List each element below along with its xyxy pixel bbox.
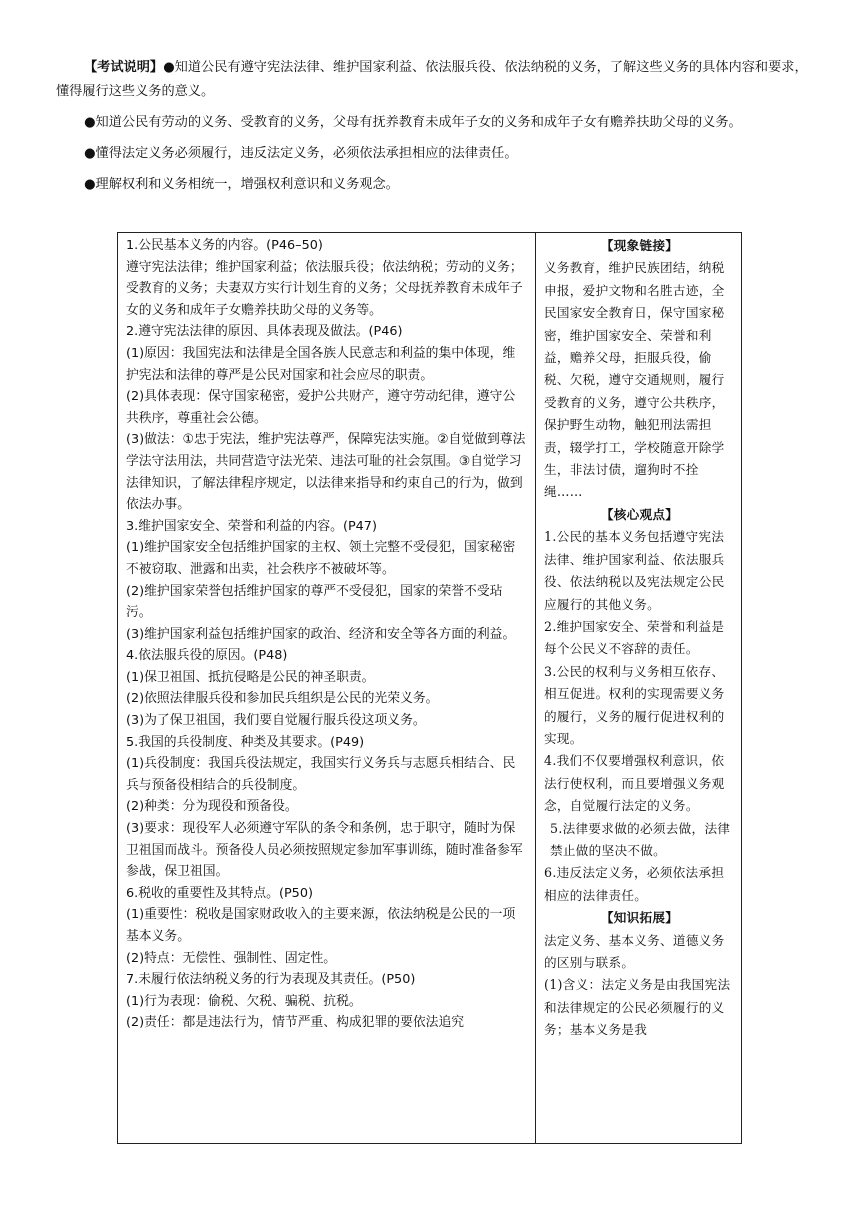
knowledge-points-column — [118, 233, 536, 1143]
knowledge-heading: 3.维护国家安全、荣誉和利益的内容。(P47) — [126, 518, 377, 534]
intro-paragraph-4: ●理解权利和义务相统一，增强权利意识和义务观念。 — [84, 177, 399, 192]
knowledge-paragraph: (3)要求：现役军人必须遵守军队的条令和条例，忠于职守，随时为保卫祖国而战斗。预备役人员必须按照规定参加军事训练，随时准备参军参战，保卫祖国。 — [126, 821, 523, 880]
note-section-title: 【现象链接】 — [600, 238, 679, 253]
knowledge-paragraph: (2)特点：无偿性、强制性、固定性。 — [126, 950, 337, 966]
knowledge-paragraph: (3)做法：①忠于宪法，维护宪法尊严，保障宪法实施。②自觉做到尊法学法守法用法，共同营造守法光荣、违法可耻的社会氛围。③自觉学习法律知识，了解法律程序规定，以法律来指导和约束自己的行为，做到依法办事。 — [126, 432, 526, 513]
note-paragraph: 2.维护国家安全、荣誉和利益是每个公民义不容辞的责任。 — [544, 618, 725, 657]
exam-description — [56, 56, 810, 204]
note-section-title: 【核心观点】 — [600, 506, 679, 522]
knowledge-paragraph: (1)保卫祖国、抵抗侵略是公民的神圣职责。 — [126, 669, 375, 685]
knowledge-heading: 5.我国的兵役制度、种类及其要求。(P49) — [126, 734, 365, 750]
intro-paragraph-3: ●懂得法定义务必须履行，违反法定义务，必须依法承担相应的法律责任。 — [84, 146, 518, 161]
note-paragraph: 3.公民的权利与义务相互依存、相互促进。权利的实现需要义务的履行，义务的履行促进权利的实现。 — [544, 663, 725, 746]
intro-paragraph-1 — [56, 56, 810, 104]
knowledge-paragraph: 遵守宪法法律；维护国家利益；依法服兵役；依法纳税；劳动的义务；受教育的义务；夫妻双方实行计划生育的义务；父母抚养教育未成年子女的义务和成年子女赡养扶助父母的义务等。 — [126, 259, 523, 318]
knowledge-table — [117, 232, 742, 1144]
knowledge-paragraph: (2)维护国家荣誉包括维护国家的尊严不受侵犯，国家的荣誉不受玷污。 — [126, 583, 503, 621]
knowledge-paragraph: (1)行为表现：偷税、欠税、骗税、抗税。 — [126, 993, 362, 1009]
note-paragraph: (1)含义：法定义务是由我国宪法和法律规定的公民必须履行的义务；基本义务是我 — [544, 977, 731, 1038]
knowledge-paragraph: (3)维护国家利益包括维护国家的政治、经济和安全等各方面的利益。 — [126, 626, 516, 642]
knowledge-paragraph: (1)重要性：税收是国家财政收入的主要来源，依法纳税是公民的一项基本义务。 — [126, 907, 516, 944]
note-paragraph: 1.公民的基本义务包括遵守宪法法律、维护国家利益、依法服兵役、依法纳税以及宪法规定公民应履行的其他义务。 — [544, 529, 725, 612]
knowledge-paragraph: (1)兵役制度：我国兵役法规定，我国实行义务兵与志愿兵相结合、民兵与预备役相结合的兵役制度。 — [126, 756, 516, 793]
knowledge-paragraph: (2)依照法律服兵役和参加民兵组织是公民的光荣义务。 — [126, 691, 439, 707]
note-section-title: 【知识拓展】 — [600, 910, 679, 926]
note-paragraph: 法定义务、基本义务、道德义务的区别与联系。 — [544, 932, 725, 970]
knowledge-paragraph: (1)维护国家安全包括维护国家的主权、领土完整不受侵犯，国家秘密不被窃取、泄露和出卖，社会秩序不被破坏等。 — [126, 540, 516, 577]
knowledge-paragraph: (1)原因：我国宪法和法律是全国各族人民意志和利益的集中体现，维护宪法和法律的尊严是公民对国家和社会应尽的职责。 — [126, 345, 516, 383]
knowledge-paragraph: (3)为了保卫祖国，我们要自觉履行服兵役这项义务。 — [126, 713, 426, 729]
knowledge-heading: 1.公民基本义务的内容。(P46–50) — [126, 238, 323, 253]
intro-paragraph-2: ●知道公民有劳动的义务、受教育的义务，父母有抚养教育未成年子女的义务和成年子女有赡养扶助父母的义务。 — [84, 115, 742, 130]
knowledge-paragraph: (2)责任：都是违法行为，情节严重、构成犯罪的要依法追究 — [126, 1015, 465, 1031]
knowledge-heading: 6.税收的重要性及其特点。(P50) — [126, 885, 313, 901]
knowledge-heading: 4.依法服兵役的原因。(P48) — [126, 648, 288, 664]
note-paragraph: 义务教育，维护民族团结，纳税申报，爱护文物和名胜古迹，全民国家安全教育日，保守国家秘密，维护国家安全、荣誉和利益，赡养父母，拒服兵役，偷税、欠税，遵守交通规则，履行受教育的义务，遵守公共秩序，保护野生动物，触犯刑法需担责，辍学打工，学校随意开除学生，非法讨债，遛狗时不拴绳…… — [544, 260, 725, 500]
exam-description-label: 【考试说明】 — [84, 60, 164, 75]
knowledge-paragraph: (2)具体表现：保守国家秘密，爱护公共财产，遵守劳动纪律，遵守公共秩序，尊重社会公德。 — [126, 389, 516, 426]
intro-text-1: ●知道公民有遵守宪法法律、维护国家利益、依法服兵役、依法纳税的义务，了解这些义务的具体内容和要求，懂得履行这些义务的意义。 — [56, 60, 808, 99]
note-paragraph: 4.我们不仅要增强权利意识，依法行使权利，而且要增强义务观念，自觉履行法定的义务。 — [544, 753, 725, 814]
sidebar-notes-column — [536, 233, 741, 1143]
note-paragraph: 6.违反法定义务，必须依法承担相应的法律责任。 — [544, 865, 725, 903]
knowledge-heading: 7.未履行依法纳税义务的行为表现及其责任。(P50) — [126, 972, 416, 988]
note-paragraph: 5.法律要求做的必须去做，法律禁止做的坚决不做。 — [550, 820, 731, 858]
knowledge-paragraph: (2)种类：分为现役和预备役。 — [126, 799, 298, 815]
knowledge-heading: 2.遵守宪法法律的原因、具体表现及做法。(P46) — [126, 324, 403, 340]
